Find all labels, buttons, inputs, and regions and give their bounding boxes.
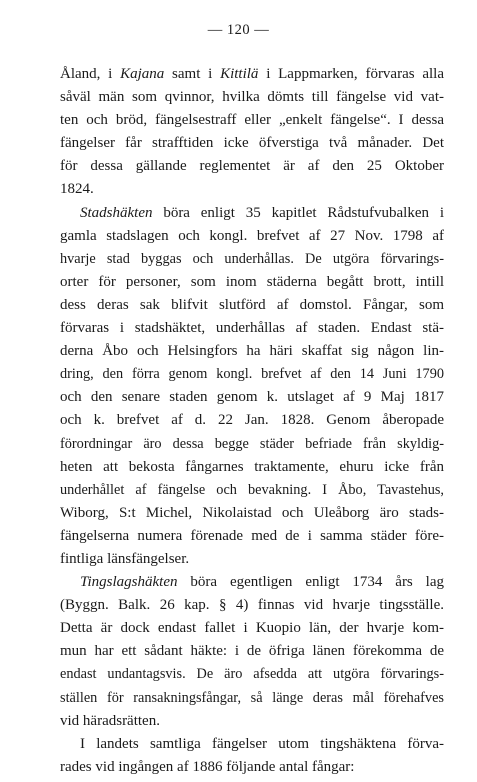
text-line: endast undantagsvis. De äro afsedda att utgöra förvarings- (60, 666, 444, 683)
italic-term-tingslagshakten: Tingslagshäkten (80, 574, 178, 591)
text-line: rades vid ingången af 1886 följande antal fångar: (60, 758, 355, 775)
text-line: och den senare staden genom k. utslaget af 9 Maj 1817 (60, 389, 444, 406)
text-line: underhållet af fängelse och bevakning. I Åbo, Tavastehus, (60, 481, 444, 498)
text-line: 1824. (60, 181, 94, 198)
text-line: ställen för ransakningsfångar, så länge deras mål förehafves (60, 689, 444, 706)
text-line: mun har ett sådant häkte: i de öfriga länen förekomma de (60, 643, 444, 660)
text-line: och k. brefvet af d. 22 Jan. 1828. Genom åberopade (60, 412, 444, 429)
page-number: — 120 — (207, 22, 270, 38)
text-line: för dessa gällande reglementet är af den 25 Oktober (60, 158, 444, 175)
text-line: orter för personer, som inom städerna begått brott, intill (60, 273, 444, 290)
italic-term-kittila: Kittilä (220, 66, 259, 82)
text-line: I landets samtliga fängelser utom tingshäktena förva- (80, 735, 444, 752)
text-line: fängelserna numera förenade med de i samma städer före- (60, 527, 444, 544)
text-line: fängelser får strafftiden icke öfverstiga två månader. Det (60, 135, 444, 152)
text-line: vid häradsrätten. (60, 712, 160, 729)
text-line: hvarje stad byggas och underhållas. De utgöra förvarings- (60, 250, 444, 267)
paragraph-2 (60, 202, 444, 572)
text-line: såväl män som qvinnor, hvilka dömts till fängelse vid vat- (60, 89, 444, 106)
text-line: Åland, i Kajana samt i Kittilä i Lappmarken, förvaras alla (60, 66, 444, 82)
text-line: dring, den förra genom kongl. brefvet af den 14 Juni 1790 (60, 366, 444, 383)
text-line: Wiborg, S:t Michel, Nikolaistad och Uleåborg äro stads- (60, 504, 444, 521)
body-text (60, 63, 444, 779)
text-line: Tingslagshäkten böra egentligen enligt 1734 års lag (80, 574, 444, 591)
text-line: dess deras sak blifvit slutförd af domstol. Fångar, som (60, 296, 444, 313)
text-line: Detta är dock endast fallet i Kuopio län, der hvarje kom- (60, 620, 444, 637)
text-line: derna Åbo och Helsingfors ha häri skaffat sig någon lin- (60, 343, 444, 360)
paragraph-1 (60, 63, 444, 202)
italic-term-kajana: Kajana (120, 66, 165, 82)
text-line: (Byggn. Balk. 26 kap. § 4) finnas vid hvarje tingsställe. (60, 597, 444, 614)
text-line: Stadshäkten böra enligt 35 kapitlet Rådstufvubalken i (80, 204, 444, 221)
paragraph-4 (60, 733, 444, 779)
text-line: ten och bröd, fängelsestraff eller „enkelt fängelse“. I dessa (60, 112, 444, 129)
paragraph-3 (60, 571, 444, 733)
text-line: fintliga länsfängelser. (60, 550, 190, 567)
text-line: gamla stadslagen och kongl. brefvet af 27 Nov. 1798 af (60, 227, 444, 244)
italic-term-stadshakten: Stadshäkten (80, 204, 153, 221)
text-line: heten att bekosta fångarnes traktamente, ehuru icke från (60, 458, 444, 475)
text-line: förvaras i stadshäktet, underhållas af staden. Endast stä- (60, 320, 444, 337)
text-line: förordningar äro dessa begge städer befriade från skyldig- (60, 435, 444, 452)
